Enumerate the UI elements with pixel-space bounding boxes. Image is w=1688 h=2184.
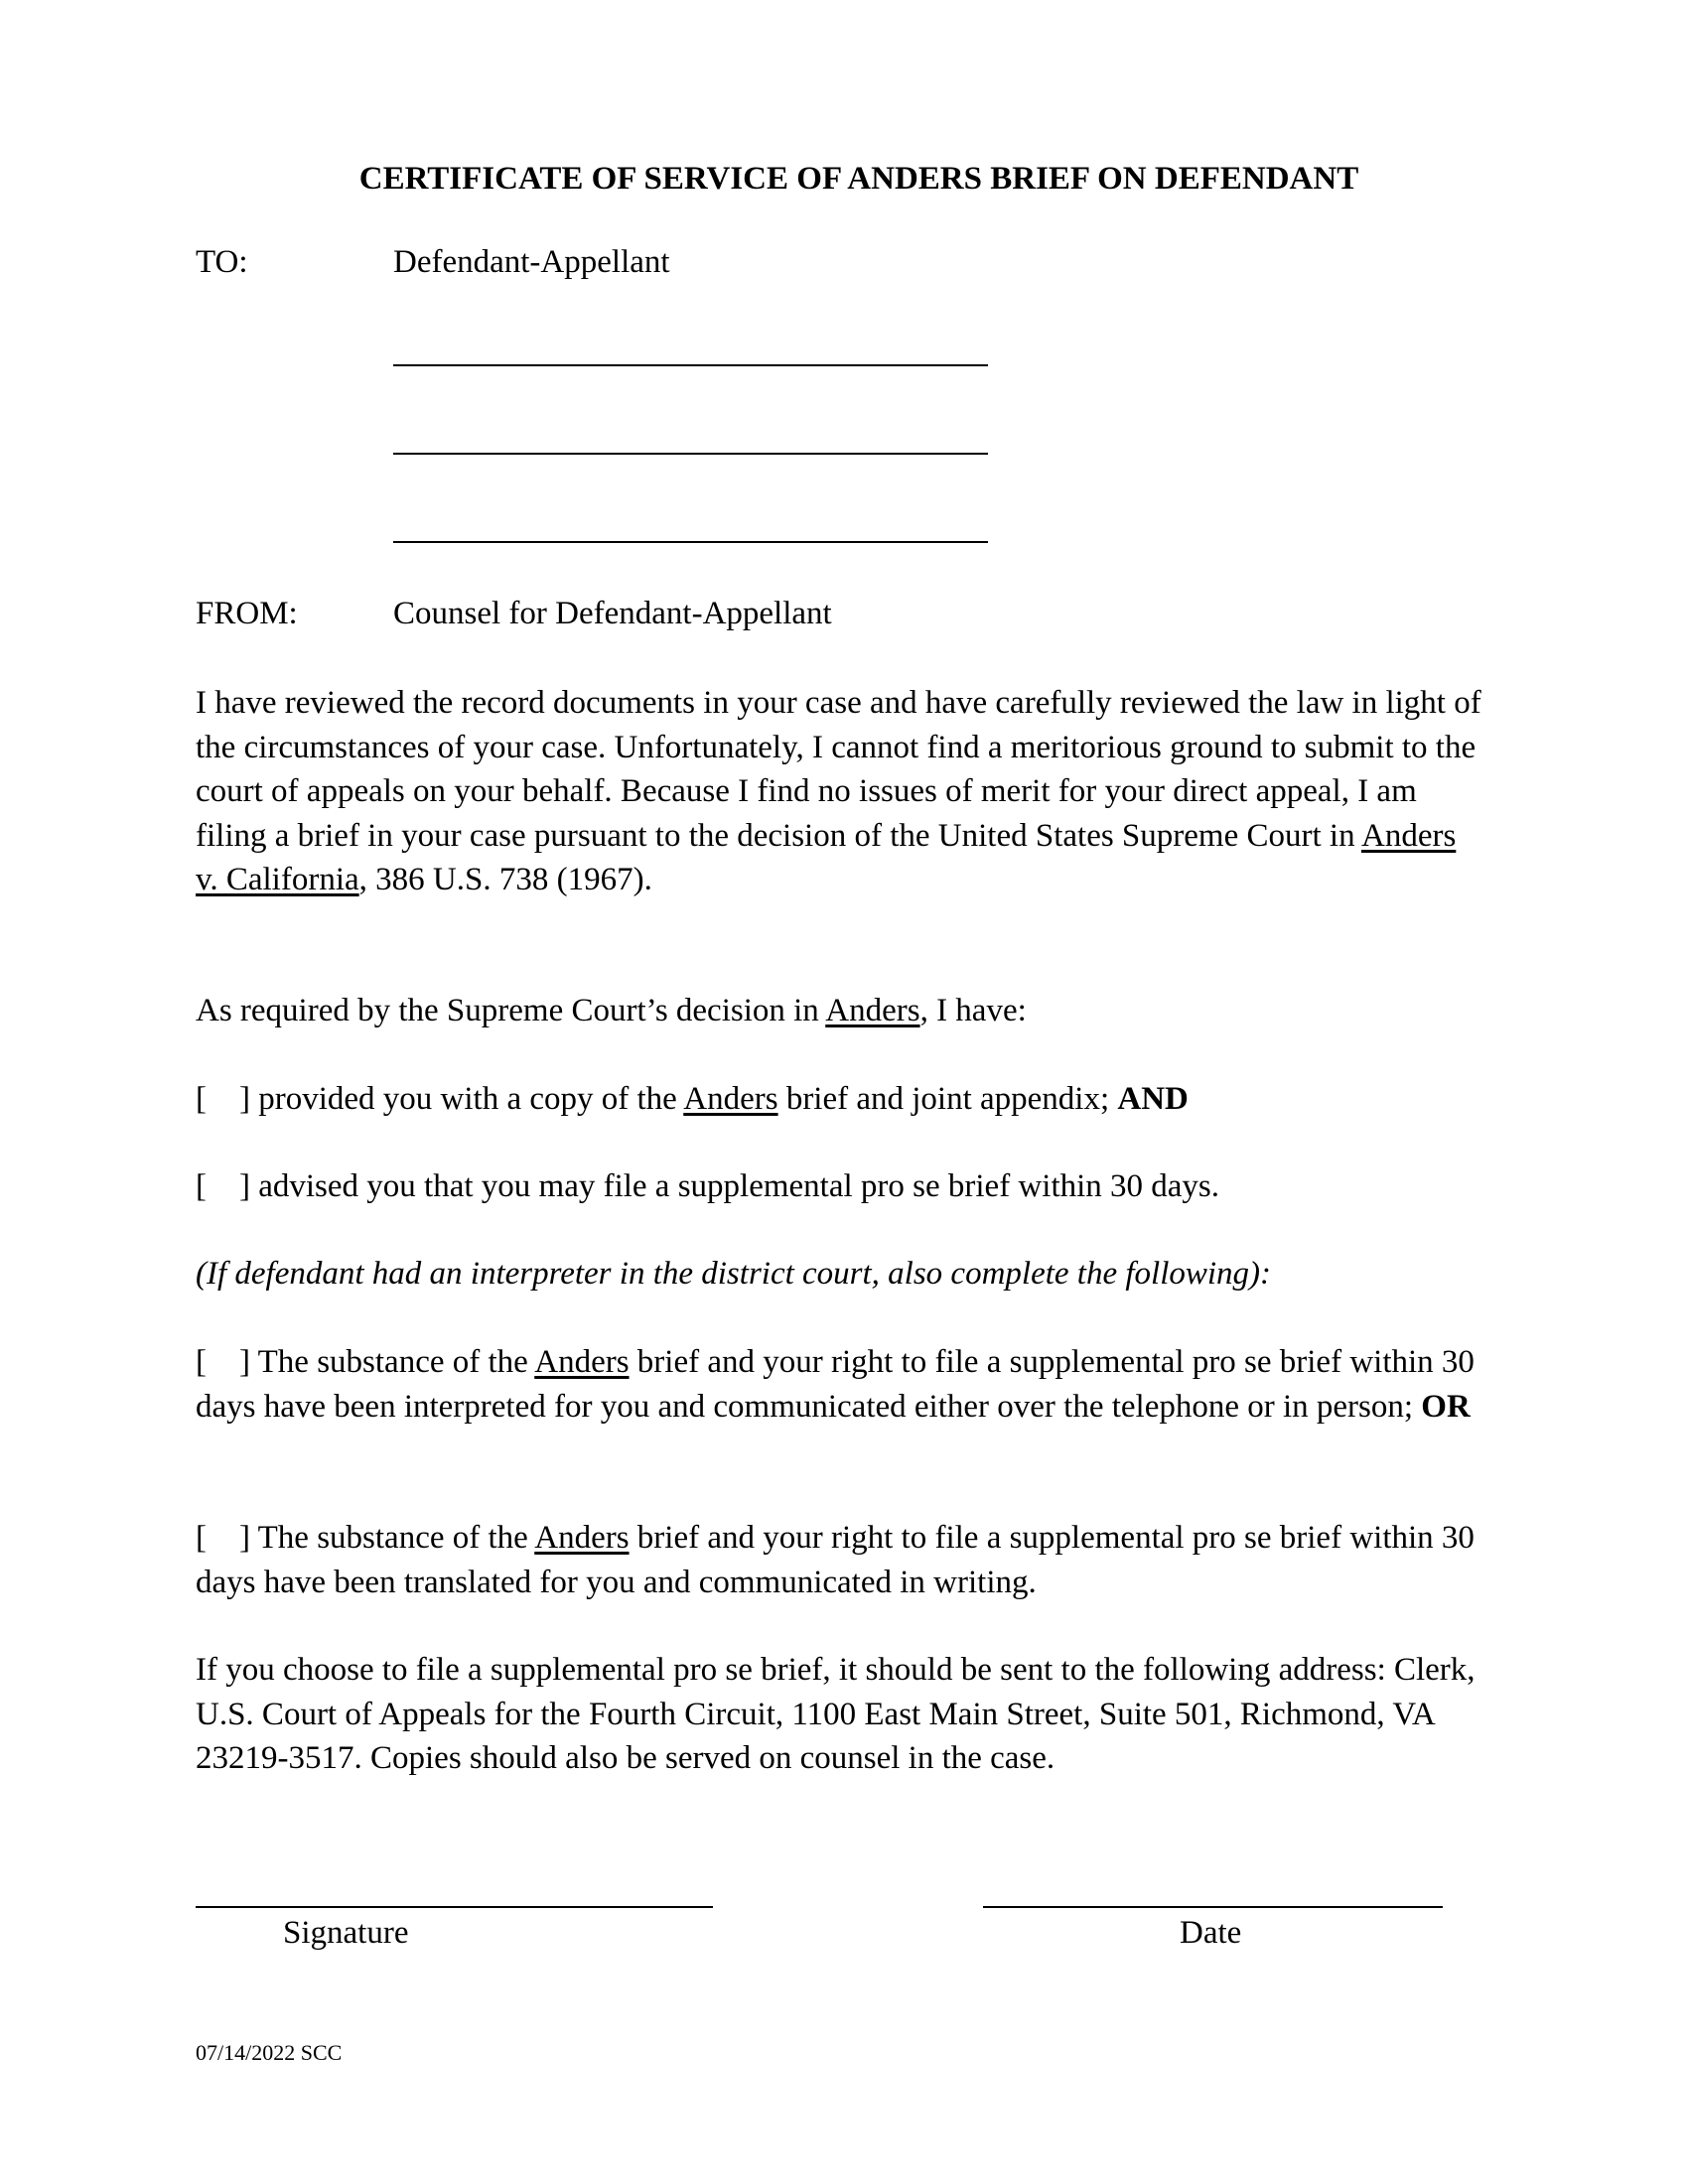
- item-text: brief and joint appendix;: [777, 1081, 1118, 1117]
- conjunction-and: AND: [1117, 1081, 1189, 1117]
- document-title: CERTIFICATE OF SERVICE OF ANDERS BRIEF ON DEFENDANT: [358, 161, 1359, 197]
- from-label: FROM:: [196, 596, 298, 631]
- address-line-3[interactable]: [393, 541, 988, 543]
- conjunction-or: OR: [1421, 1388, 1471, 1425]
- requirements-text: As required by the Supreme Court’s decision in: [196, 993, 826, 1028]
- requirements-intro: [196, 989, 1481, 1033]
- checkbox-item-advised: [196, 1164, 1481, 1209]
- requirements-text-end: , I have:: [919, 993, 1027, 1028]
- signature-line[interactable]: [196, 1906, 713, 1908]
- intro-text-end: , 386 U.S. 738 (1967).: [358, 862, 652, 897]
- address-line-1[interactable]: [393, 364, 988, 366]
- item-text: advised you that you may file a supplemental pro se brief within 30 days.: [249, 1168, 1220, 1204]
- item-text: The substance of the: [249, 1520, 535, 1556]
- to-value: Defendant-Appellant: [393, 244, 670, 280]
- from-value: Counsel for Defendant-Appellant: [393, 596, 832, 631]
- interpreter-note: (If defendant had an interpreter in the district court, also complete the following):: [196, 1256, 1272, 1292]
- checkbox[interactable]: [ ]: [196, 1168, 250, 1204]
- intro-text: I have reviewed the record documents in your case and have carefully reviewed the law in light of the circumstances of your case. Unfortunately, I cannot find a meritorious ground to submit to the court of appeals on your behalf. Because I find no issues of merit for your direct appeal, I am filing a brief in your case pursuant to the decision of the United States Supreme Court in: [196, 685, 1481, 854]
- signature-label: Signature: [283, 1915, 409, 1951]
- checkbox-item-translated: [196, 1516, 1481, 1604]
- to-label: TO:: [196, 244, 248, 280]
- case-name: Anders: [825, 993, 920, 1028]
- checkbox[interactable]: [ ]: [196, 1081, 250, 1117]
- date-line[interactable]: [983, 1906, 1443, 1908]
- case-name: Anders: [683, 1081, 778, 1117]
- case-name: Anders: [534, 1344, 630, 1380]
- item-text: brief and your right to file a supplemental pro se brief within 30 days have been translated for you and communicated in writing.: [196, 1520, 1475, 1600]
- item-text: The substance of the: [249, 1344, 535, 1380]
- item-text: brief and your right to file a supplemental pro se brief within 30 days have been interpreted for you and communicated either over the telephone or in person;: [196, 1344, 1475, 1425]
- date-label: Date: [1180, 1915, 1242, 1951]
- case-name: Anders: [534, 1520, 630, 1556]
- intro-paragraph: [196, 681, 1481, 902]
- address-line-2[interactable]: [393, 453, 988, 455]
- filing-instructions: If you choose to file a supplemental pro se brief, it should be sent to the following address: Clerk, U.S. Court of Appeals for the Fourth Circuit, 1100 East Main Street, Suite 501, Richmond, VA 23219-3517. Copies should also be served on counsel in the case.: [196, 1652, 1476, 1776]
- item-text: provided you with a copy of the: [249, 1081, 684, 1117]
- checkbox-item-copy-provided: [196, 1077, 1481, 1122]
- form-revision-footer: 07/14/2022 SCC: [196, 2040, 343, 2065]
- checkbox[interactable]: [ ]: [196, 1520, 250, 1556]
- checkbox[interactable]: [ ]: [196, 1344, 250, 1380]
- checkbox-item-interpreted: [196, 1340, 1481, 1429]
- case-citation: Anders v. California: [196, 817, 1457, 897]
